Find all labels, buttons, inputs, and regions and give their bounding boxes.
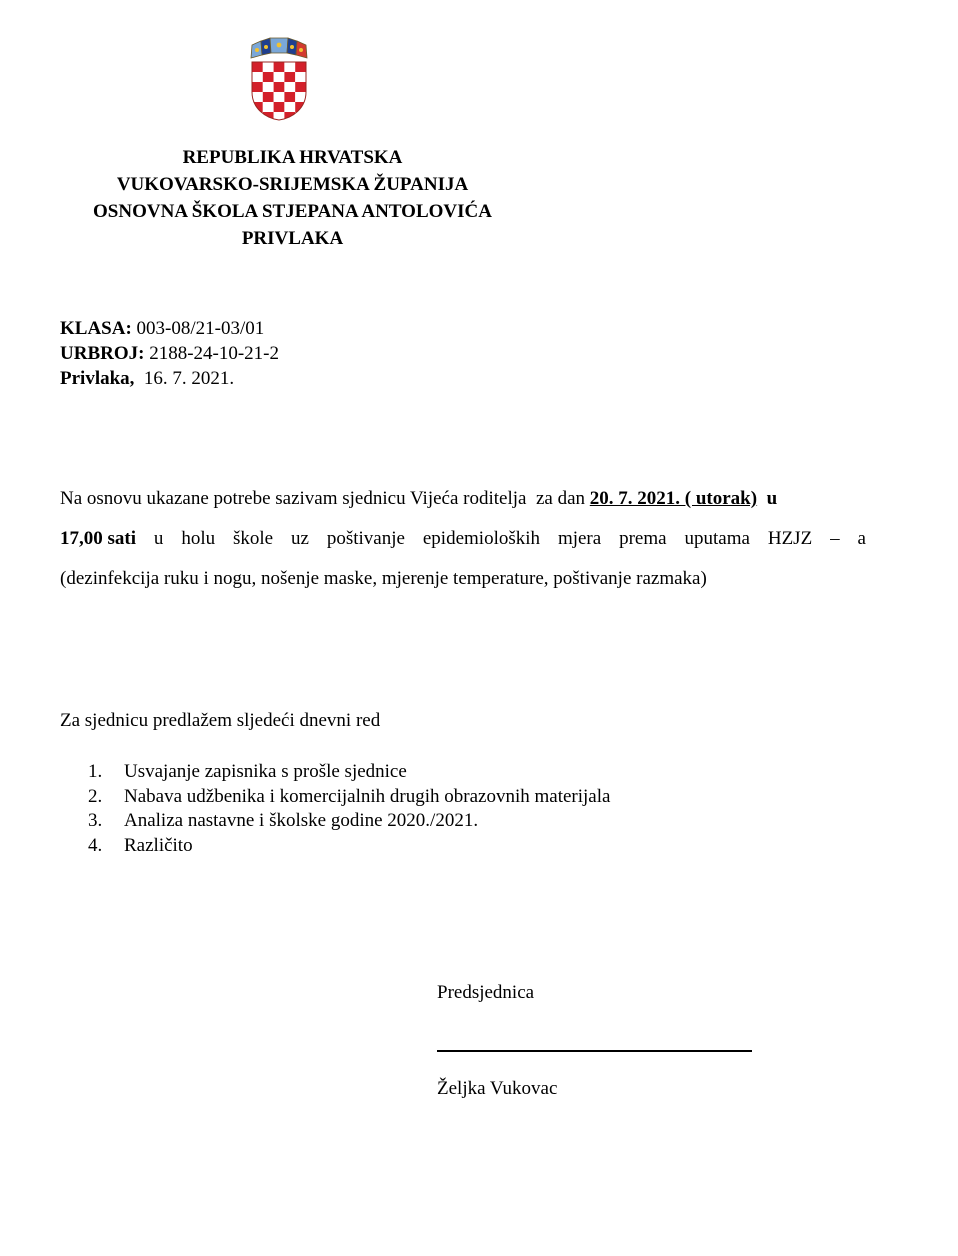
notice-word: HZJZ (767, 528, 813, 549)
notice-word: uz (291, 528, 309, 549)
notice-word: – (830, 528, 840, 549)
notice-word: u (153, 528, 164, 549)
list-item-number: 3. (88, 810, 103, 831)
notice-word: uputama (684, 528, 750, 549)
notice-word: a (857, 528, 866, 549)
klasa-value: 003-08/21-03/01 (136, 318, 265, 339)
meeting-date: 20. 7. 2021. ( utorak) (589, 488, 758, 509)
list-item-text: Različito (124, 834, 193, 856)
notice-word: epidemioloških (422, 528, 541, 549)
list-item (88, 809, 610, 834)
list-item (88, 760, 610, 785)
list-item-number: 2. (88, 785, 103, 807)
notice-line-1 (60, 482, 866, 522)
header-county: VUKOVARSKO-SRIJEMSKA ŽUPANIJA (116, 174, 469, 195)
signature-line (437, 1050, 752, 1052)
list-item-text: Analiza nastavne i školske godine 2020./2021. (124, 810, 479, 831)
urbroj-value: 2188-24-10-21-2 (149, 343, 280, 364)
notice-paragraph (60, 482, 866, 602)
list-item-number: 4. (88, 834, 103, 856)
notice-word: škole (233, 528, 274, 549)
urbroj-row (60, 341, 279, 366)
list-item-number: 1. (88, 761, 103, 782)
reference-block (60, 316, 279, 391)
notice-word: holu (181, 528, 216, 549)
signature-title: Predsjednica (437, 982, 535, 1003)
list-item-text: Nabava udžbenika i komercijalnih drugih obrazovnih materijala (124, 785, 611, 807)
notice-line-2 (60, 522, 866, 562)
agenda-list (88, 760, 610, 858)
notice-line-1-end: u (766, 488, 778, 509)
date-row (60, 366, 279, 391)
agenda-intro: Za sjednicu predlažem sljedeći dnevni red (60, 710, 381, 731)
place-label: Privlaka, (60, 368, 135, 389)
list-item-text: Usvajanje zapisnika s prošle sjednice (124, 761, 407, 782)
notice-word: prema (619, 528, 667, 549)
urbroj-label: URBROJ: (60, 343, 145, 364)
klasa-label: KLASA: (60, 318, 132, 339)
signature-name: Željka Vukovac (437, 1078, 558, 1099)
date-value: 16. 7. 2021. (143, 368, 235, 389)
klasa-row (60, 316, 279, 341)
list-item (88, 834, 610, 859)
notice-word: poštivanje (326, 528, 405, 549)
list-item (88, 785, 610, 810)
croatian-coat-of-arms-icon (247, 36, 311, 122)
meeting-time: 17,00 sati (60, 528, 136, 549)
document-header (60, 144, 525, 252)
header-school: OSNOVNA ŠKOLA STJEPANA ANTOLOVIĆA (93, 201, 492, 222)
header-place: PRIVLAKA (241, 228, 344, 249)
header-country: REPUBLIKA HRVATSKA (182, 147, 403, 168)
notice-line-3: (dezinfekcija ruku i nogu, nošenje maske, mjerenje temperature, poštivanje razmaka) (60, 568, 707, 589)
notice-intro-text: Na osnovu ukazane potrebe sazivam sjednicu Vijeća roditelja za dan (60, 488, 590, 509)
notice-word: mjera (557, 528, 602, 549)
